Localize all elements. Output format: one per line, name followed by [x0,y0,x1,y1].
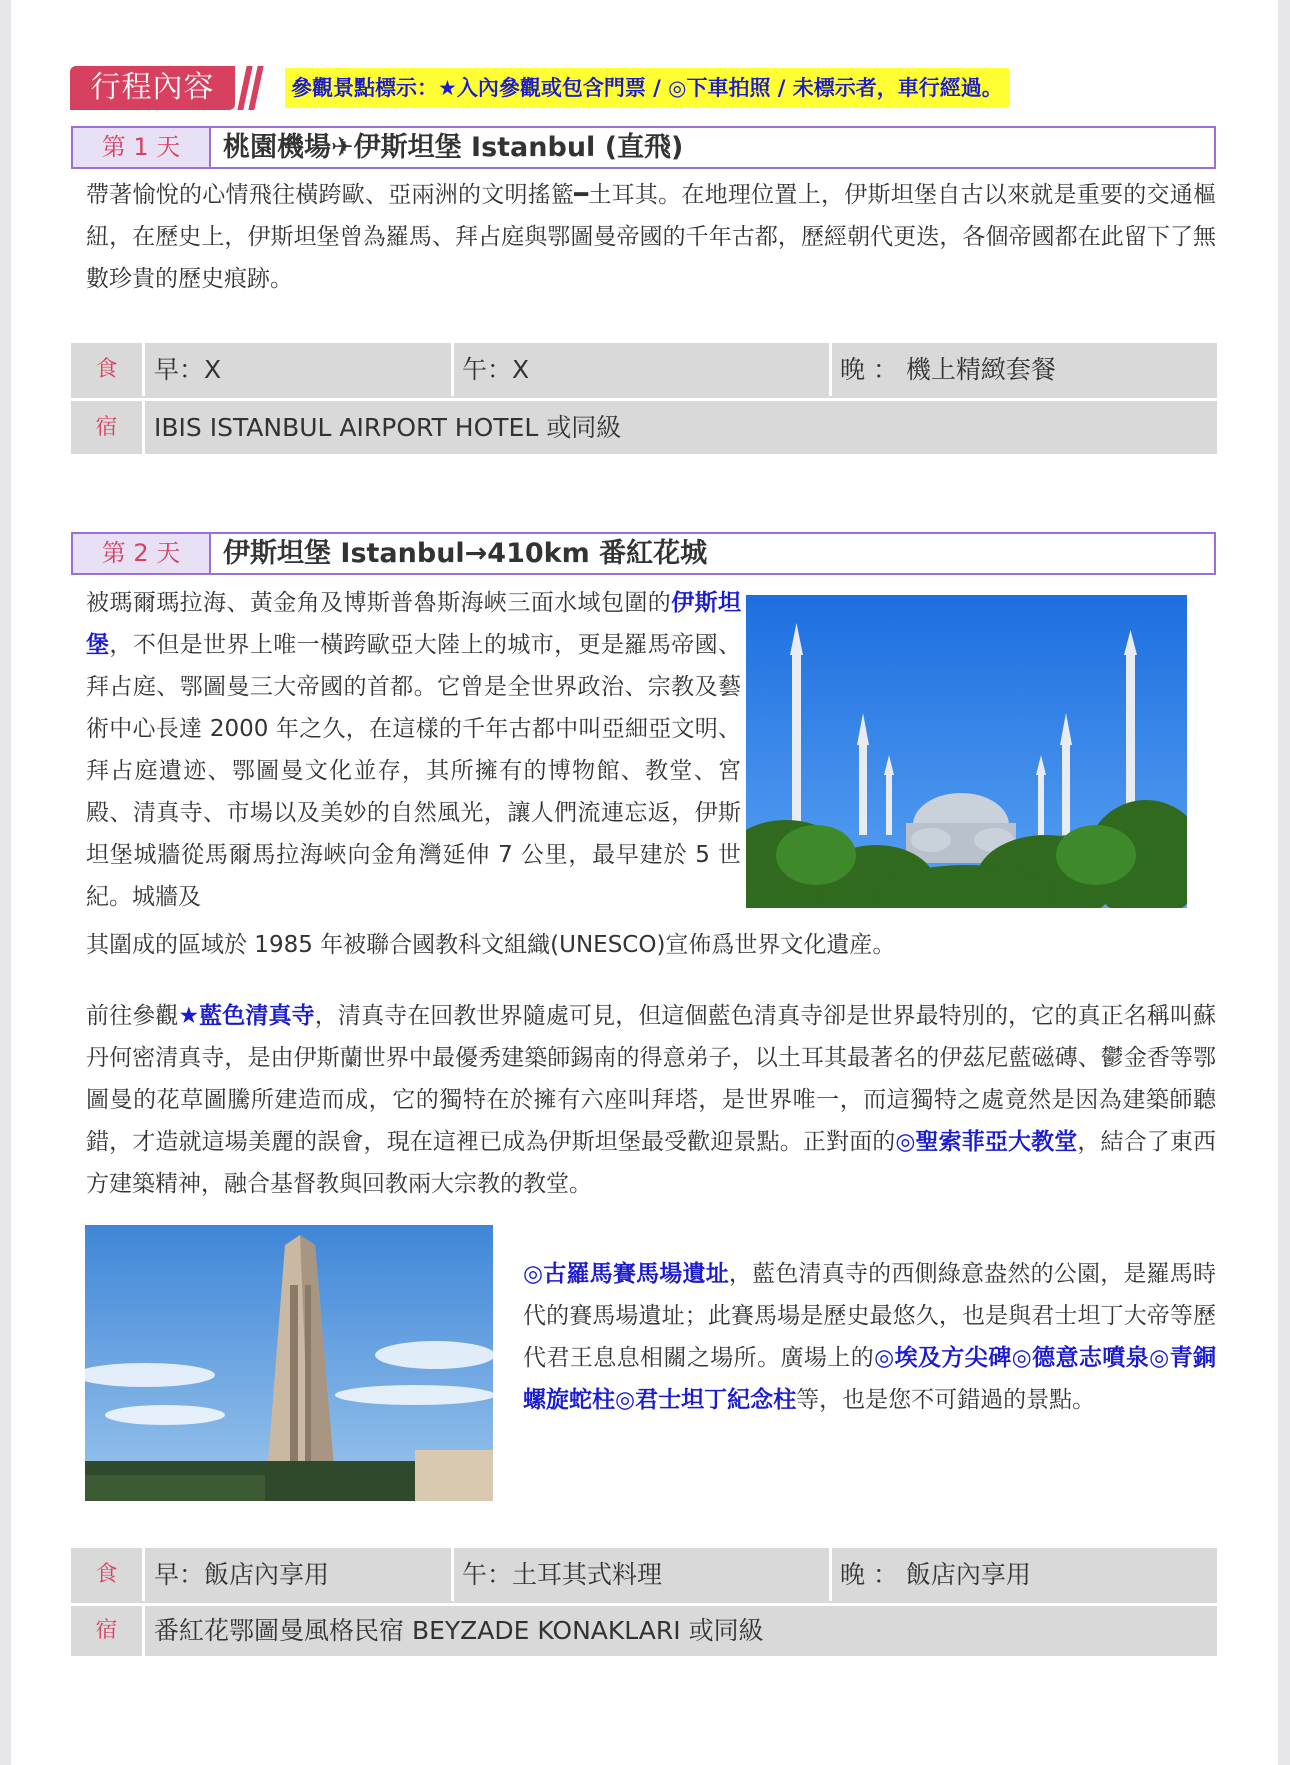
blue-mosque-highlight: ★藍色清真寺 [178,1003,315,1029]
p1-text: 被瑪爾瑪拉海、黃金角及博斯普魯斯海峽三面水域包圍的 [86,590,672,616]
obelisk-photo [85,1225,493,1501]
breakfast: 早：X [154,355,222,384]
hippodrome-highlight: ◎古羅馬賽馬場遺址 [523,1261,729,1287]
istanbul-highlight: 伊斯坦堡 [86,590,742,658]
day2-paragraph-2 [86,995,1216,1205]
legend-note: 參觀景點標示：★入內參觀或包含門票 / ◎下車拍照 / 未標示者，車行經過。 [285,68,1009,108]
day1-meal-table [71,343,1217,454]
hotel: 番紅花鄂圖曼風格民宿 BEYZADE KONAKLARI 或同級 [154,1616,764,1645]
meal-row [71,343,1217,396]
breakfast: 早：飯店內享用 [154,1560,330,1589]
dinner: 晚 ： 飯店內享用 [829,1548,1217,1601]
meal-row [71,1548,1217,1601]
meal-label: 食 [71,1548,145,1601]
p1-text-cont: ，不但是世界上唯一橫跨歐亞大陸上的城市，更是羅馬帝國、拜占庭、鄂圖曼三大帝國的首都。它曾是全世界政治、宗教及藝術中心長達 2000 年之久，在這樣的千年古都中叫亞細亞文明、拜占庭遺迹、鄂圖曼文化並存，其所擁有的博物館、教堂、宮殿、清真寺、市場以及美妙的自然風光，讓人們流連忘返，伊斯坦堡城牆從馬爾馬拉海峽向金角灣延伸 7 公里，最早建於 5 世紀。城牆及 [86,632,742,910]
p2-text-end: ，結合了東西方建築精神，融合基督教與回教兩大宗教的教堂。 [86,1129,1217,1197]
p3-text: ，藍色清真寺的西側綠意盎然的公園，是羅馬時代的賽馬場遺址；此賽馬場是歷史最悠久，也是與君士坦丁大帝等歷代君王息息相關之場所。廣場上的 [523,1261,1217,1371]
day2-header [71,532,1216,575]
meal-label: 食 [71,343,145,396]
hotel-label: 宿 [71,1606,145,1656]
day2-paragraph-3 [523,1253,1216,1421]
p2-text-cont: ，清真寺在回教世界隨處可見，但這個藍色清真寺卻是世界最特別的，它的真正名稱叫蘇丹何密清真寺，是由伊斯蘭世界中最優秀建築師錫南的得意弟子，以土耳其最著名的伊茲尼藍磁磚、鬱金香等鄂圖曼的花草圖騰所建造而成，它的獨特在於擁有六座叫拜塔，是世界唯一，而這獨特之處竟然是因為建築師聽錯，才造就這場美麗的誤會，現在這裡已成為伊斯坦堡最受歡迎景點。正對面的 [86,1003,1217,1155]
day2-paragraph-1 [86,582,741,918]
day2-title: 伊斯坦堡 Istanbul→410km 番紅花城 [223,538,708,569]
day1-description: 帶著愉悅的心情飛往橫跨歐、亞兩洲的文明搖籃━土耳其。在地理位置上，伊斯坦堡自古以來就是重要的交通樞紐，在歷史上，伊斯坦堡曾為羅馬、拜占庭與鄂圖曼帝國的千年古都，歷經朝代更迭，各個帝國都在此留下了無數珍貴的歷史痕跡。 [86,182,1216,292]
hotel-label: 宿 [71,401,145,454]
hotel: IBIS ISTANBUL AIRPORT HOTEL 或同級 [154,413,622,442]
hotel-row [71,398,1217,454]
day1-title: 桃園機場✈伊斯坦堡 Istanbul (直飛) [223,132,684,163]
day2-number: 第 2 天 [73,534,211,573]
itinerary-page [11,0,1278,1765]
dinner: 晚 ： 機上精緻套餐 [829,343,1217,396]
section-tag: 行程內容 [70,66,235,110]
lunch: 午：X [451,343,829,396]
day1-header [71,126,1216,169]
p3-text-end: 等，也是您不可錯過的景點。 [796,1387,1096,1413]
lunch: 午：土耳其式料理 [451,1548,829,1601]
blue-mosque-photo [746,595,1187,908]
monuments-highlight: ◎埃及方尖碑◎德意志噴泉◎青銅螺旋蛇柱◎君士坦丁紀念柱 [523,1345,1216,1413]
p2-text: 前往參觀 [86,1003,179,1029]
day2-paragraph-1-tail: 其圍成的區域於 1985 年被聯合國教科文組織(UNESCO)宣佈爲世界文化遺産。 [86,932,896,958]
day1-number: 第 1 天 [73,128,211,167]
hotel-row [71,1603,1217,1656]
hagia-sophia-highlight: ◎聖索菲亞大教堂 [895,1129,1078,1155]
day2-meal-table [71,1548,1217,1656]
